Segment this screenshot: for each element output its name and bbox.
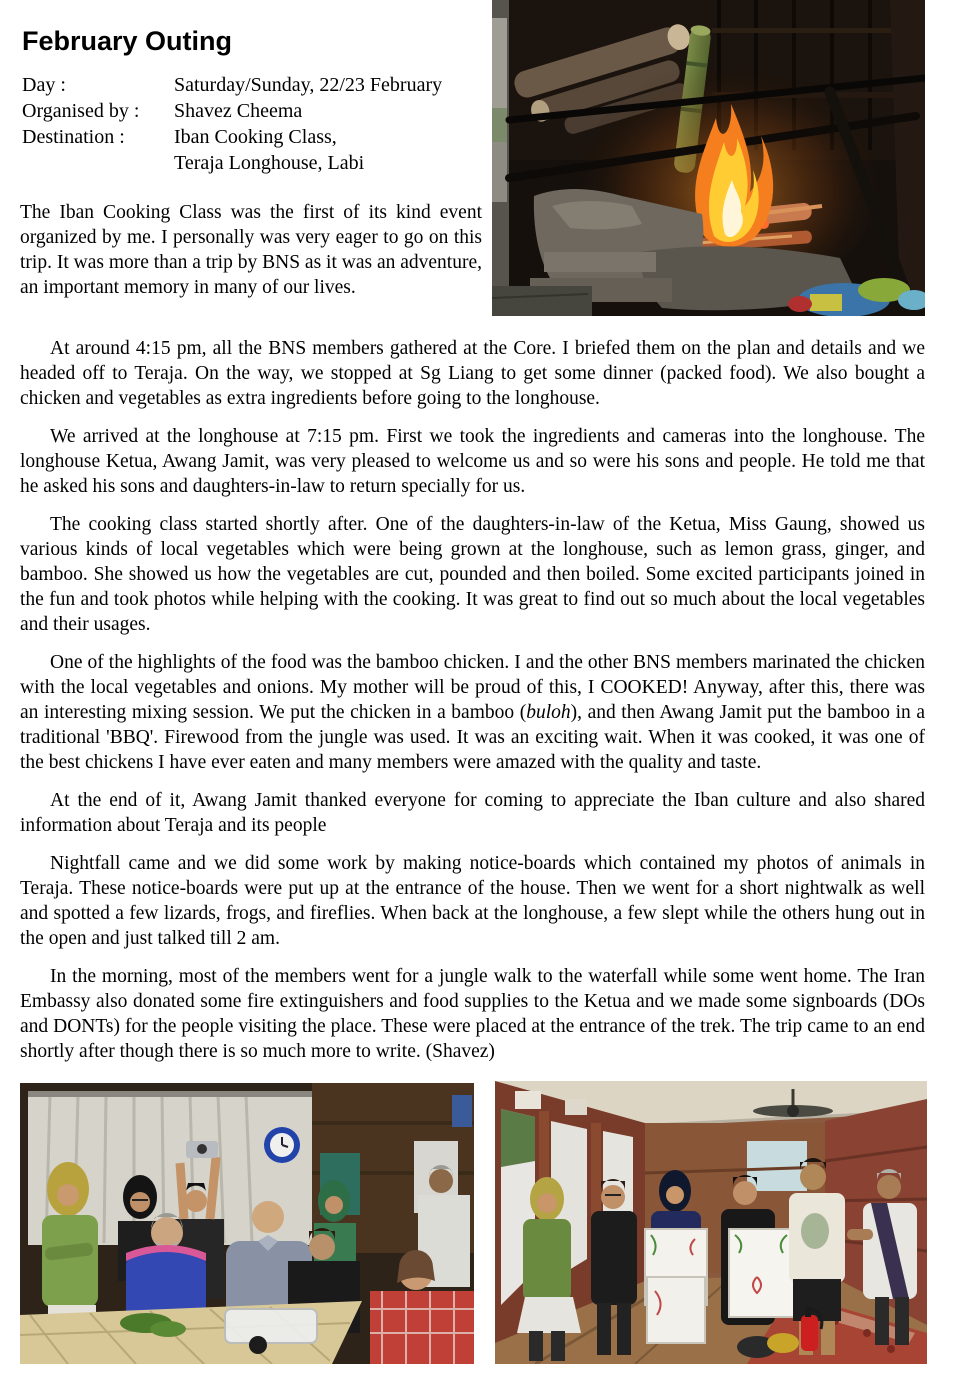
info-value-organised-by: Shavez Cheema (174, 100, 303, 122)
article-header-column (20, 0, 482, 300)
left-wall-strip (492, 0, 509, 316)
paragraph-arrival: We arrived at the longhouse at 7:15 pm. First we took the ingredients and cameras into the longhouse. The longhouse Ketua, Awang Jamit, was very pleased to welcome us and so were his sons and people. He told me that he asked his sons and daughters-in-law to return specially for us. (20, 426, 925, 497)
paragraph-bamboo-chicken-text-after: ), and then Awang Jamit put the bamboo in a traditional 'BBQ'. Firewood from the jungle was used. It was an exciting wait. When it was cooked, it was one of the best chickens I have ever eaten and many members were amazed with the quality and taste. (20, 702, 926, 773)
group-table-photo (20, 1083, 474, 1364)
paragraph-gathering: At around 4:15 pm, all the BNS members gathered at the Core. I briefed them on the plan and details and we headed off to Teraja. On the way, we stopped at Sg Liang to get some dinner (packed food). We also bought a chicken and vegetables as extra ingredients before going to the longhouse. (20, 338, 925, 409)
notice-board-illustration (495, 1081, 927, 1364)
info-value-destination-line1: Iban Cooking Class, (174, 126, 337, 148)
paragraph-bamboo-chicken-text: One of the highlights of the food was the bamboo chicken. I and the other BNS members marinated the chicken with the local vegetables and onions. My mother will be proud of this, I COOKED! Anyway, after this, there was an interesting mixing session. We put the chicken in a bamboo ( (20, 652, 925, 723)
paragraph-morning: In the morning, most of the members went for a jungle walk to the waterfall while some went home. The Iran Embassy also donated some fire extinguishers and food supplies to the Ketua and we made some signboards (DOs and DONTs) for the people visiting the place. These were placed at the entrance of the trek. The trip came to an end shortly after though there is so much more to write. (Shavez) (20, 966, 925, 1062)
article-body (20, 336, 925, 1064)
notice-board-group-photo (495, 1081, 927, 1364)
buloh-italic-word: buloh (526, 702, 571, 723)
bottom-photos-row (20, 1083, 959, 1364)
outing-info-table (22, 72, 482, 176)
page-title: February Outing (22, 26, 233, 56)
info-label-blank (22, 150, 174, 176)
fire-photo-illustration (492, 0, 925, 316)
info-label-destination: Destination : (22, 126, 125, 148)
info-label-day: Day : (22, 74, 66, 96)
paragraph-intro: The Iban Cooking Class was the first of its kind event organized by me. I personally was very eager to go on this trip. It was more than a trip by BNS as it was an adventure, an important memory in many of our lives. (20, 202, 482, 298)
info-value-destination-line2: Teraja Longhouse, Labi (174, 152, 365, 174)
info-value-day: Saturday/Sunday, 22/23 February (174, 74, 443, 96)
wall-clock (264, 1127, 300, 1163)
group-table-illustration (20, 1083, 474, 1364)
bamboo-bbq-fire-photo (492, 0, 925, 316)
top-section (0, 0, 979, 316)
paragraph-cooking-class: The cooking class started shortly after. One of the daughters-in-law of the Ketua, Miss Gaung, showed us various kinds of local vegetables which were being grown at the longhouse, such as lemon grass, ginger, and bamboo. She showed us how the vegetables are cut, pounded and then boiled. Some excited participants joined in the fun and took photos while helping with the cooking. It was great to find out so much about the local vegetables and their usages. (20, 514, 925, 635)
paragraph-bamboo-chicken (20, 650, 925, 775)
paragraph-thanks: At the end of it, Awang Jamit thanked everyone for coming to appreciate the Iban culture and also shared information about Teraja and its people (20, 790, 925, 836)
paragraph-nightfall: Nightfall came and we did some work by making notice-boards which contained my photos of animals in Teraja. These notice-boards were put up at the entrance of the house. Then we went for a short nightwalk as well and spotted a few lizards, frogs, and fireflies. When back at the longhouse, a few slept while the others hung out in the open and just talked till 2 am. (20, 853, 925, 949)
info-label-organised-by: Organised by : (22, 100, 140, 122)
